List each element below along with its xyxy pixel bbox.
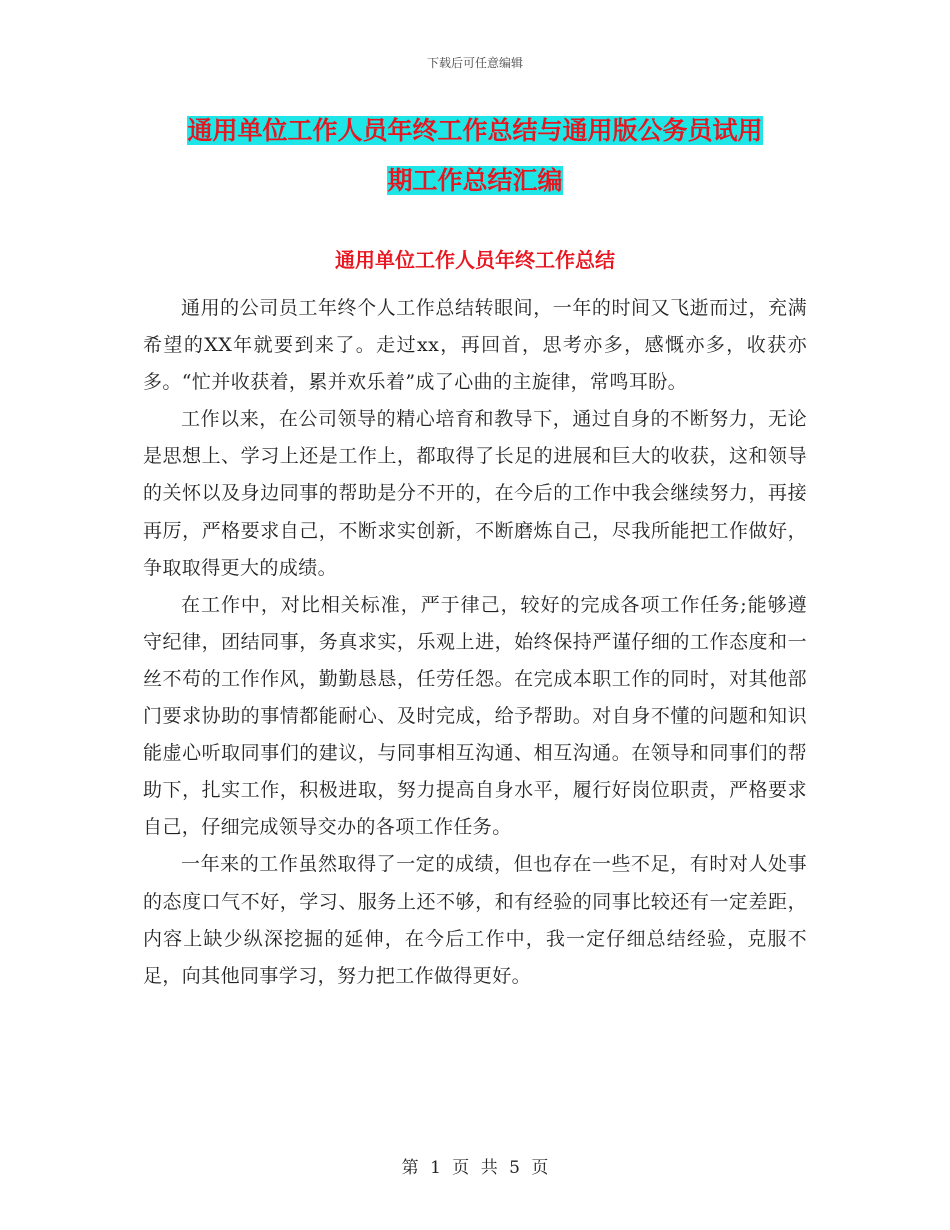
- document-body: [143, 290, 807, 995]
- section-title: 通用单位工作人员年终工作总结: [335, 248, 615, 272]
- header-note: 下载后可任意编辑: [426, 56, 523, 70]
- paragraph: 一年来的工作虽然取得了一定的成绩，但也存在一些不足，有时对人处事的态度口气不好，学习、服务上还不够，和有经验的同事比较还有一定差距，内容上缺少纵深挖掘的延伸，在今后工作中，我一定仔细总结经验，克服不足，向其他同事学习，努力把工作做得更好。: [143, 853, 807, 987]
- paragraph: 通用的公司员工年终个人工作总结转眼间，一年的时间又飞逝而过，充满希望的XX年就要到来了。走过xx，再回首，思考亦多，感慨亦多，收获亦多。“忙并收获着，累并欢乐着”成了心曲的主旋律，常鸣耳盼。: [143, 297, 807, 394]
- document-title-line-2: 期工作总结汇编: [387, 166, 563, 195]
- document-title: [140, 106, 810, 206]
- paragraph: 在工作中，对比相关标准，严于律己，较好的完成各项工作任务;能够遵守纪律，团结同事，务真求实，乐观上进，始终保持严谨仔细的工作态度和一丝不苟的工作作风，勤勤恳恳，任劳任怨。在完成本职工作的同时，对其他部门要求协助的事情都能耐心、及时完成，给予帮助。对自身不懂的问题和知识能虚心听取同事们的建议，与同事相互沟通、相互沟通。在领导和同事们的帮助下，扎实工作，积极进取，努力提高自身水平，履行好岗位职责，严格要求自己，仔细完成领导交办的各项工作任务。: [143, 593, 807, 839]
- document-title-line-1: 通用单位工作人员年终工作总结与通用版公务员试用: [187, 116, 763, 145]
- page-number-footer: 第 1 页 共 5 页: [401, 1158, 549, 1178]
- paragraph: 工作以来，在公司领导的精心培育和教导下，通过自身的不断努力，无论是思想上、学习上还是工作上，都取得了长足的进展和巨大的收获，这和领导的关怀以及身边同事的帮助是分不开的，在今后的工作中我会继续努力，再接再厉，严格要求自己，不断求实创新，不断磨炼自己，尽我所能把工作做好，争取取得更大的成绩。: [143, 408, 807, 579]
